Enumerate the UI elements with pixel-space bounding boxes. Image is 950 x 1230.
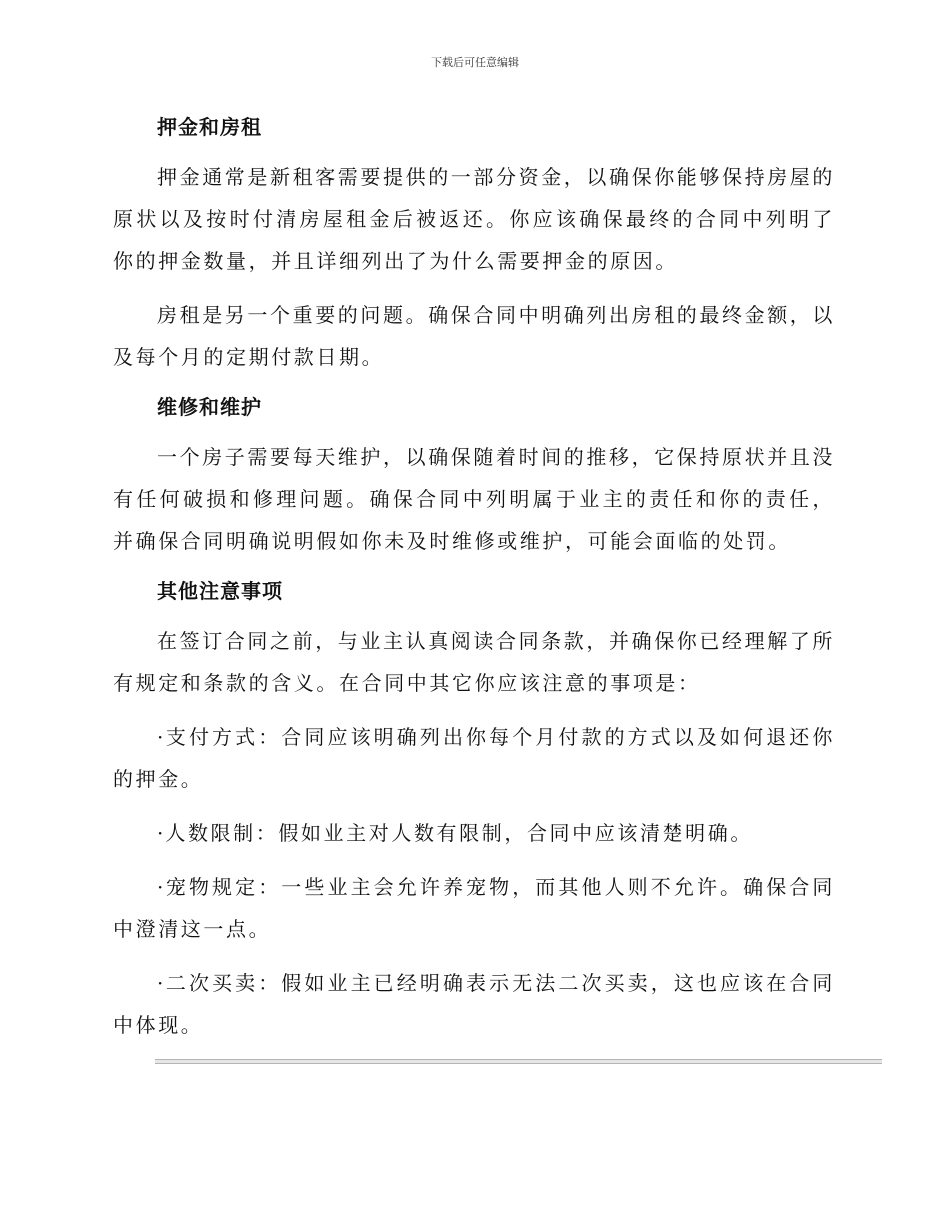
footer-divider — [155, 1059, 882, 1064]
list-item-text: 人数限制：假如业主对人数有限制，合同中应该清楚明确。 — [165, 821, 753, 845]
section-heading: 押金和房租 — [157, 115, 262, 139]
bullet-dot: · — [157, 725, 164, 749]
document-body — [113, 110, 835, 1058]
list-item — [113, 812, 835, 854]
paragraph: 在签订合同之前，与业主认真阅读合同条款，并确保你已经理解了所有规定和条款的含义。在合同中其它你应该注意的事项是： — [113, 629, 835, 695]
paragraph: 房租是另一个重要的问题。确保合同中明确列出房租的最终金额，以及每个月的定期付款日期。 — [113, 303, 835, 369]
section-heading: 其他注意事项 — [157, 579, 283, 603]
paragraph: 押金通常是新租客需要提供的一部分资金，以确保你能够保持房屋的原状以及按时付清房屋租金后被返还。你应该确保最终的合同中列明了你的押金数量，并且详细列出了为什么需要押金的原因。 — [113, 165, 835, 273]
section-other-notes — [113, 574, 835, 1046]
bullet-dot: · — [157, 971, 164, 995]
page-header-note: 下载后可任意编辑 — [431, 56, 519, 69]
list-item-text: 二次买卖：假如业主已经明确表示无法二次买卖，这也应该在合同中体现。 — [113, 971, 835, 1037]
section-heading: 维修和维护 — [157, 395, 262, 419]
bullet-dot: · — [157, 875, 164, 899]
list-item — [113, 866, 835, 950]
paragraph: 一个房子需要每天维护，以确保随着时间的推移，它保持原状并且没有任何破损和修理问题。确保合同中列明属于业主的责任和你的责任，并确保合同明确说明假如你未及时维修或维护，可能会面临的处罚。 — [113, 445, 835, 553]
section-repair-maintenance — [113, 390, 835, 562]
list-item — [113, 716, 835, 800]
bullet-dot: · — [157, 821, 164, 845]
section-deposit-rent — [113, 110, 835, 378]
list-item — [113, 962, 835, 1046]
list-item-text: 支付方式：合同应该明确列出你每个月付款的方式以及如何退还你的押金。 — [113, 725, 835, 791]
list-item-text: 宠物规定：一些业主会允许养宠物，而其他人则不允许。确保合同中澄清这一点。 — [113, 875, 835, 941]
